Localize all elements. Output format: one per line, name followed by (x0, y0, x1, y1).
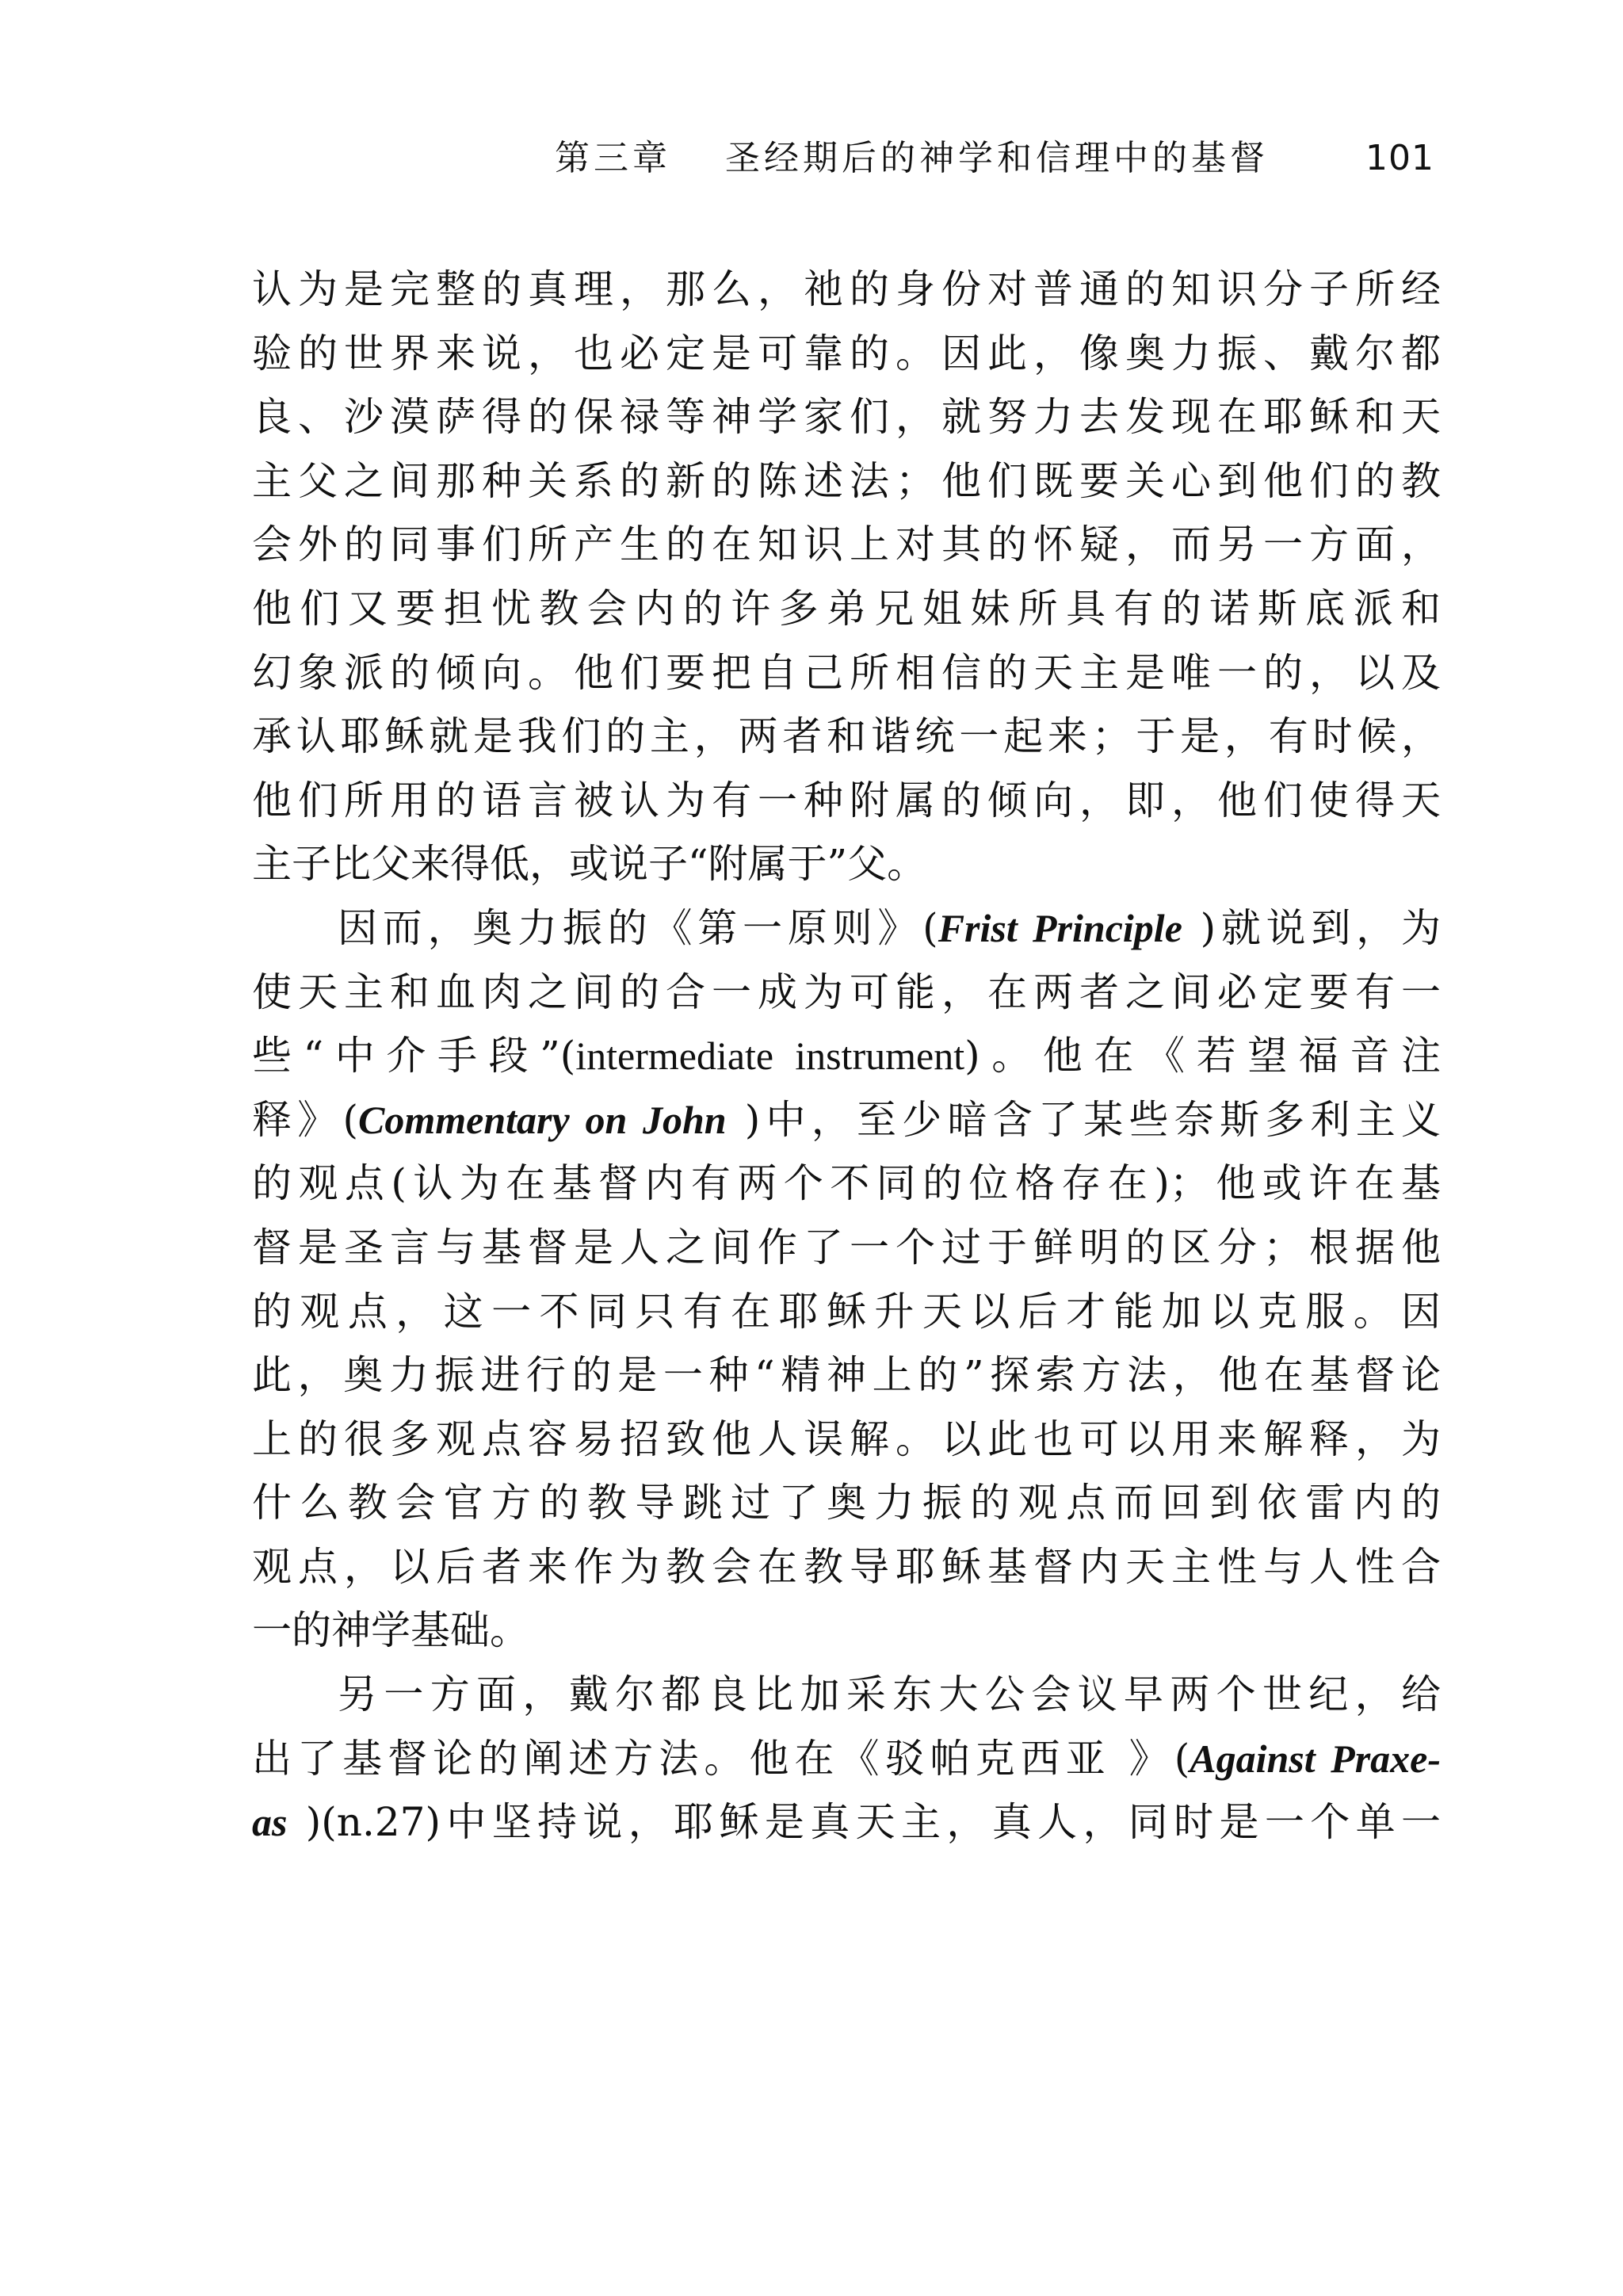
text-segment: )。他在《若望福音注 (964, 1033, 1441, 1079)
text-line: 会外的同事们所产生的在知识上对其的怀疑，而另一方面， (252, 521, 1441, 568)
body-text (252, 258, 1441, 2033)
text-line: 良、沙漠萨得的保禄等神学家们，就努力去发现在耶稣和天 (252, 394, 1441, 441)
paragraph-3 (252, 1663, 1441, 1855)
header-chapter: 第三章 (555, 138, 671, 178)
text-line: 什么教会官方的教导跳过了奥力振的观点而回到依雷内的 (252, 1480, 1441, 1526)
text-line: 主子比父来得低，或说子“附属于”父。 (252, 841, 927, 888)
text-segment: )(n.27)中坚持说，耶稣是真天主，真人，同时是一个单一 (287, 1799, 1441, 1846)
text-line: 此，奥力振进行的是一种“精神上的”探索方法，他在基督论 (252, 1352, 1441, 1399)
text-segment: 释》( (252, 1096, 359, 1143)
text-line: 认为是完整的真理，那么，祂的身份对普通的知识分子所经 (252, 266, 1441, 312)
text-line: 观点，以后者来作为教会在教导耶稣基督内天主性与人性合 (252, 1543, 1441, 1590)
text-line: 督是圣言与基督是人之间作了一个过于鲜明的区分；根据他 (252, 1224, 1441, 1270)
text-line: 承认耶稣就是我们的主，两者和谐统一起来；于是，有时候， (252, 713, 1441, 760)
text-line (252, 896, 1441, 961)
text-line: 幻象派的倾向。他们要把自己所相信的天主是唯一的，以及 (252, 649, 1441, 696)
running-header (555, 131, 1434, 186)
header-title: 圣经期后的神学和信理中的基督 (725, 138, 1269, 178)
text-line: 另一方面，戴尔都良比加采东大公会议早两个世纪，给 (338, 1671, 1441, 1718)
text-line (252, 1088, 1441, 1152)
text-line: 一的神学基础。 (252, 1607, 529, 1654)
latin-term: intermediate instrument (575, 1033, 965, 1079)
page-number: 101 (1365, 138, 1434, 178)
text-segment: )就说到，为 (1182, 904, 1441, 951)
text-line: 主父之间那种关系的新的陈述法；他们既要关心到他们的教 (252, 457, 1441, 504)
text-line (252, 1024, 1441, 1088)
latin-title: Frist Principle (938, 905, 1182, 950)
paragraph-2 (252, 896, 1441, 1663)
latin-title: as (252, 1800, 288, 1845)
text-segment: 些“中介手段”( (252, 1033, 576, 1079)
text-line: 使天主和血肉之间的合一成为可能，在两者之间必定要有一 (252, 968, 1441, 1015)
text-line: 的观点，这一不同只有在耶稣升天以后才能加以克服。因 (252, 1288, 1441, 1335)
text-line (252, 1790, 1441, 1855)
text-segment: 因而，奥力振的《第一原则》( (338, 904, 938, 951)
paragraph-1 (252, 258, 1441, 896)
text-line: 的观点(认为在基督内有两个不同的位格存在)；他或许在基 (252, 1160, 1441, 1207)
text-line: 验的世界来说，也必定是可靠的。因此，像奥力振、戴尔都 (252, 330, 1441, 376)
latin-title: Commentary on John (358, 1097, 727, 1142)
text-segment: )中，至少暗含了某些奈斯多利主义 (726, 1096, 1441, 1143)
text-line: 他们又要担忧教会内的许多弟兄姐妹所具有的诺斯底派和 (252, 585, 1441, 632)
text-line: 他们所用的语言被认为有一种附属的倾向，即，他们使得天 (252, 777, 1441, 823)
text-line (252, 1727, 1441, 1791)
text-segment: 出了基督论的阐述方法。他在《驳帕克西亚 》( (252, 1735, 1190, 1782)
text-line: 上的很多观点容易招致他人误解。以此也可以用来解释，为 (252, 1415, 1441, 1462)
latin-title: Against Praxe- (1190, 1736, 1441, 1781)
